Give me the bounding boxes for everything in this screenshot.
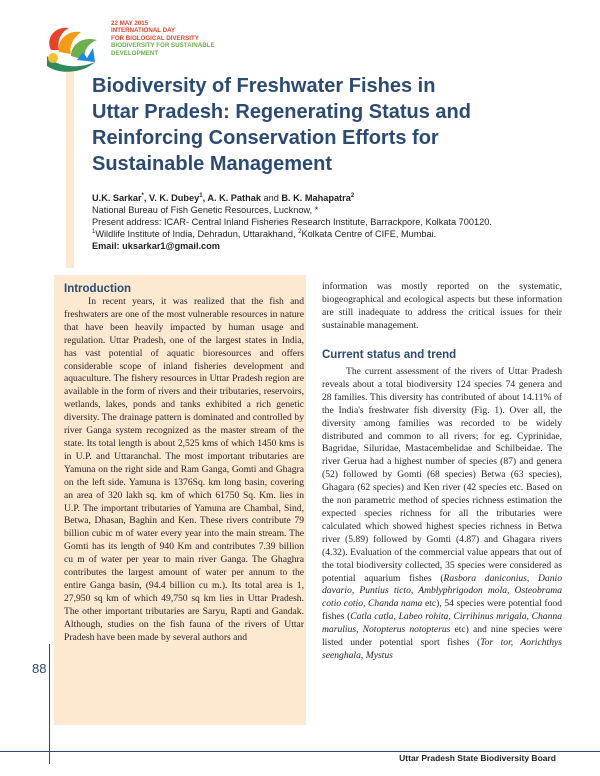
- banner-line-5: DEVELOPMENT: [111, 49, 159, 57]
- event-banner: [111, 20, 251, 57]
- affiliation-marker: 1: [92, 228, 96, 235]
- title-line: Biodiversity of Freshwater Fishes in: [92, 75, 436, 97]
- author-names: [92, 192, 572, 204]
- affiliation-2: Present address: ICAR- Central Inland Fisheries Research Institute, Barrackpore, Kolkata 700120.: [92, 217, 492, 227]
- status-text-part: etc), 54 species were potential food fishes (: [322, 598, 562, 623]
- banner-line-3: FOR BIOLOGICAL DIVERSITY: [111, 34, 199, 42]
- current-status-paragraph: [322, 366, 562, 663]
- banner-line-2: INTERNATIONAL DAY: [111, 27, 176, 35]
- footer-rule: [0, 751, 600, 752]
- affiliation-3: [92, 228, 572, 240]
- author-2: V. K. Dubey: [149, 193, 200, 203]
- continuation-text: [322, 281, 562, 333]
- title-line: Uttar Pradesh: Regenerating Status and: [92, 101, 471, 123]
- author-separator: ,: [202, 193, 208, 203]
- author-3: A. K. Pathak: [207, 193, 261, 203]
- introduction-heading: Introduction: [64, 283, 132, 295]
- author-separator: ,: [143, 193, 149, 203]
- page-number: 88: [32, 661, 47, 676]
- introduction-text: [64, 296, 304, 644]
- author-1: U.K. Sarkar: [92, 193, 142, 203]
- status-text-part: The current assessment of the rivers of Uttar Pradesh reveals about a total biodiversity 124 species 74 genera and 28 families. This diversity has contributed of about 14.11% of the India's freshwater fish diversity (Fig. 1). Over all, the diversity among families was recorded to be widely distributed and common to all rivers; for eg. Cyprinidae, Bagridae, Siluridae, Mastacembelidae and Schilbeidae. The river Gerua had a highest number of species (87) and genera (52) followed by Gomti (68 species) Betwa (63 species), Ghagara (62 species) and Ken river (42 species etc. Based on the non parametric method of species richness estimation the expected species richness for all the tributaries were calculated which showed highest species richness in Betwa river (5.89) followed by Gomti (4.87) and Ghagara rivers (4.32). Evaluation of the commercial value appears that out of the total biodiversity collected, 35 species were considered as potential aquarium fishes (: [322, 366, 562, 584]
- author-separator: and: [260, 193, 282, 203]
- current-status-text: [322, 366, 562, 663]
- title-accent-bar: [66, 72, 74, 268]
- current-status-heading: Current status and trend: [322, 349, 457, 361]
- event-logo: [37, 20, 109, 78]
- author-4-marker: 2: [350, 192, 355, 199]
- affiliation-marker: 2: [298, 228, 302, 235]
- publisher-footer: Uttar Pradesh State Biodiversity Board: [399, 753, 556, 763]
- species-list-food: Catla catla, Labeo rohita, Cirrihinus mrigala, Channa marulius, Notopterus notopterus: [322, 611, 562, 636]
- species-list-sport: Tor tor, Aorichthys seenghala, Mystus: [322, 637, 562, 661]
- affiliation-3a: Wildlife Institute of India, Dehradun, Uttarakhand,: [95, 229, 299, 239]
- banner-date: 22 MAY 2015: [111, 20, 149, 27]
- author-1-marker: *: [141, 192, 144, 199]
- status-text-part: etc) and nine species were listed under potential sport fishes (: [322, 624, 562, 649]
- affiliation-3b: Kolkata Centre of CIFE, Mumbai.: [301, 229, 437, 239]
- biodiversity-day-logo-icon: [37, 20, 109, 78]
- affiliation-1: National Bureau of Fish Genetic Resources, Lucknow, *: [92, 205, 319, 215]
- page-number-rule: [49, 644, 50, 764]
- author-2-marker: 1: [199, 192, 203, 199]
- article-title: [92, 73, 552, 177]
- banner-line-4: BIODIVERSITY FOR SUSTAINABLE: [111, 42, 215, 50]
- title-line: Reinforcing Conservation Efforts for: [92, 127, 439, 149]
- author-4: B. K. Mahapatra: [281, 193, 351, 203]
- title-line: Sustainable Management: [92, 153, 333, 175]
- contact-email[interactable]: Email: uksarkar1@gmail.com: [92, 241, 220, 251]
- introduction-paragraph: In recent years, it was realized that the fish and freshwaters are one of the most vulnerable resources in nature that have been heavily impacted by human usage and regulation. Uttar Pradesh, one of the largest states in India, has vast potential of aquatic bioresources and offers considerable scope of inland fisheries development and aquaculture. The fishery resources in Uttar Pradesh region are available in the form of rivers and their tributaries, reservoirs, wetlands, lakes, ponds and tanks exhibited a rich genetic diversity. The drainage pattern is dominated and controlled by river Ganga system recognized as the master stream of the state. Its total length is about 2,525 kms of which 1450 kms is in U.P. and Uttaranchal. The most important tributaries are Yamuna on the right side and Ram Ganga, Gomti and Ghagra on the left side. Yamuna is 1376Sq. km long basin, covering an area of 320 lakh sq. km of which 61750 Sq. Km. lies in U.P. The important tributaries of Yamuna are Chambal, Sind, Betwa, Dhasan, Baghin and Ken. These rivers contribute 79 billion cubic m of water every year into the main stream. The Gomti has its length of 940 Km and contributes 7.39 billion cu m of water per year to main river Ganga. The Ghaghra contributes the largest amount of water per annum to the entire Ganga basin, (94.4 billion cu m.). Its total area is 1, 27,950 sq km of which 49,750 sq km lies in Uttar Pradesh. The other important tributaries are Saryu, Rapti and Gandak. Although, studies on the fish fauna of the rivers of Uttar Pradesh have been made by several authors and: [64, 296, 304, 643]
- author-block: [92, 192, 572, 252]
- species-list-aquarium: Rasbora daniconius, Danio davario, Puntius ticto, Amblyphrigodon mola, Osteobrama cotio cotio, Chanda nama: [322, 572, 562, 610]
- continuation-paragraph: information was mostly reported on the systematic, biogeographical and ecological aspects but these information are still inadequate to address the critical issues for their sustainable management.: [322, 281, 562, 331]
